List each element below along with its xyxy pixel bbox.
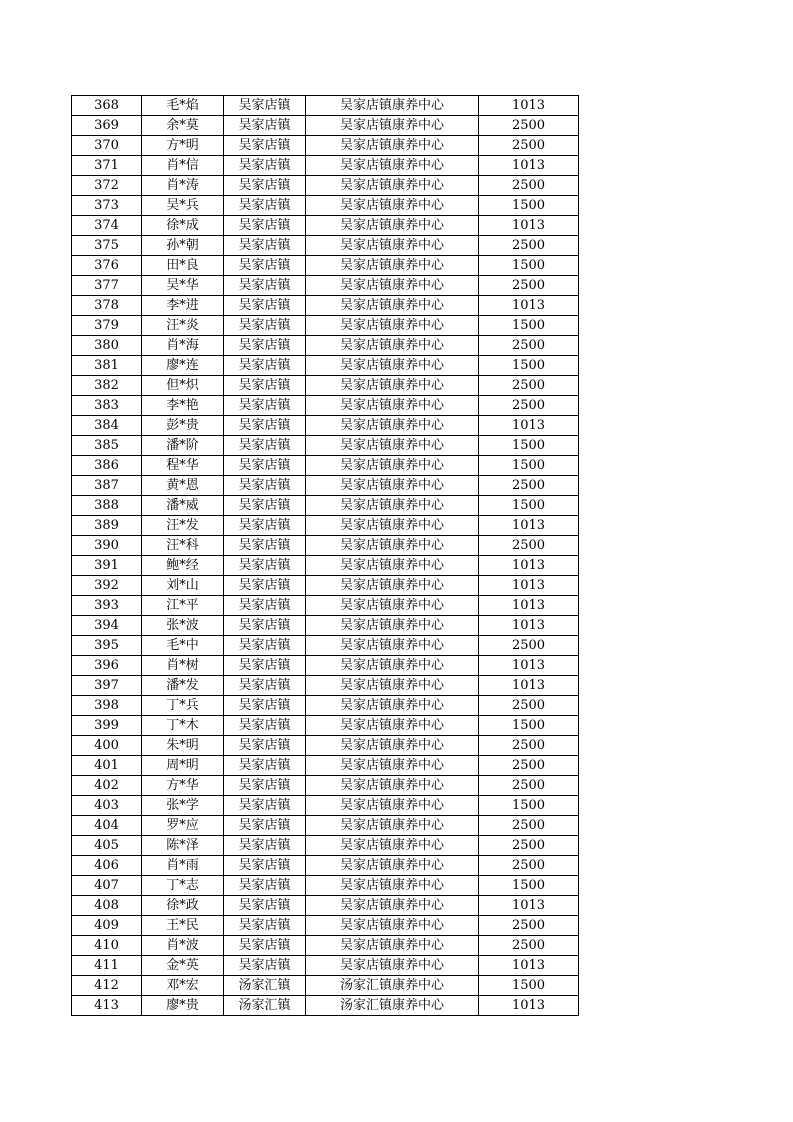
- town-cell: 吴家店镇: [224, 576, 306, 596]
- amount-cell: 1013: [479, 896, 579, 916]
- name-cell: 李*艳: [142, 396, 224, 416]
- name-cell: 彭*贵: [142, 416, 224, 436]
- center-cell: 吴家店镇康养中心: [306, 956, 479, 976]
- center-cell: 吴家店镇康养中心: [306, 656, 479, 676]
- amount-cell: 1500: [479, 356, 579, 376]
- name-cell: 江*平: [142, 596, 224, 616]
- row-number-cell: 373: [72, 196, 142, 216]
- amount-cell: 1013: [479, 216, 579, 236]
- name-cell: 金*英: [142, 956, 224, 976]
- center-cell: 吴家店镇康养中心: [306, 596, 479, 616]
- center-cell: 吴家店镇康养中心: [306, 316, 479, 336]
- center-cell: 吴家店镇康养中心: [306, 436, 479, 456]
- town-cell: 吴家店镇: [224, 216, 306, 236]
- amount-cell: 2500: [479, 776, 579, 796]
- name-cell: 吴*兵: [142, 196, 224, 216]
- center-cell: 吴家店镇康养中心: [306, 156, 479, 176]
- town-cell: 吴家店镇: [224, 596, 306, 616]
- town-cell: 吴家店镇: [224, 796, 306, 816]
- table-row: [72, 216, 579, 236]
- name-cell: 肖*树: [142, 656, 224, 676]
- row-number-cell: 395: [72, 636, 142, 656]
- row-number-cell: 386: [72, 456, 142, 476]
- amount-cell: 2500: [479, 936, 579, 956]
- row-number-cell: 374: [72, 216, 142, 236]
- town-cell: 吴家店镇: [224, 656, 306, 676]
- center-cell: 吴家店镇康养中心: [306, 536, 479, 556]
- amount-cell: 1500: [479, 876, 579, 896]
- name-cell: 李*进: [142, 296, 224, 316]
- center-cell: 吴家店镇康养中心: [306, 216, 479, 236]
- table-row: [72, 816, 579, 836]
- amount-cell: 2500: [479, 276, 579, 296]
- amount-cell: 1013: [479, 956, 579, 976]
- row-number-cell: 380: [72, 336, 142, 356]
- amount-cell: 2500: [479, 916, 579, 936]
- amount-cell: 2500: [479, 176, 579, 196]
- center-cell: 吴家店镇康养中心: [306, 776, 479, 796]
- row-number-cell: 403: [72, 796, 142, 816]
- center-cell: 吴家店镇康养中心: [306, 96, 479, 116]
- town-cell: 吴家店镇: [224, 816, 306, 836]
- row-number-cell: 372: [72, 176, 142, 196]
- table-row: [72, 476, 579, 496]
- table-row: [72, 396, 579, 416]
- row-number-cell: 369: [72, 116, 142, 136]
- name-cell: 方*华: [142, 776, 224, 796]
- town-cell: 吴家店镇: [224, 316, 306, 336]
- name-cell: 廖*连: [142, 356, 224, 376]
- table-row: [72, 636, 579, 656]
- amount-cell: 1013: [479, 516, 579, 536]
- table-row: [72, 596, 579, 616]
- table-row: [72, 336, 579, 356]
- name-cell: 张*波: [142, 616, 224, 636]
- amount-cell: 1013: [479, 156, 579, 176]
- town-cell: 吴家店镇: [224, 676, 306, 696]
- row-number-cell: 406: [72, 856, 142, 876]
- table-row: [72, 176, 579, 196]
- town-cell: 吴家店镇: [224, 176, 306, 196]
- table-row: [72, 196, 579, 216]
- center-cell: 吴家店镇康养中心: [306, 936, 479, 956]
- amount-cell: 2500: [479, 756, 579, 776]
- table-row: [72, 656, 579, 676]
- amount-cell: 2500: [479, 636, 579, 656]
- amount-cell: 1013: [479, 416, 579, 436]
- row-number-cell: 399: [72, 716, 142, 736]
- town-cell: 吴家店镇: [224, 356, 306, 376]
- table-row: [72, 416, 579, 436]
- row-number-cell: 383: [72, 396, 142, 416]
- town-cell: 吴家店镇: [224, 336, 306, 356]
- row-number-cell: 377: [72, 276, 142, 296]
- row-number-cell: 404: [72, 816, 142, 836]
- town-cell: 吴家店镇: [224, 256, 306, 276]
- name-cell: 汪*科: [142, 536, 224, 556]
- amount-cell: 1500: [479, 456, 579, 476]
- row-number-cell: 393: [72, 596, 142, 616]
- amount-cell: 2500: [479, 136, 579, 156]
- amount-cell: 2500: [479, 376, 579, 396]
- row-number-cell: 408: [72, 896, 142, 916]
- table-row: [72, 236, 579, 256]
- town-cell: 吴家店镇: [224, 936, 306, 956]
- town-cell: 吴家店镇: [224, 156, 306, 176]
- amount-cell: 2500: [479, 856, 579, 876]
- amount-cell: 1013: [479, 296, 579, 316]
- name-cell: 余*莫: [142, 116, 224, 136]
- center-cell: 吴家店镇康养中心: [306, 196, 479, 216]
- table-row: [72, 976, 579, 996]
- amount-cell: 2500: [479, 336, 579, 356]
- name-cell: 肖*波: [142, 936, 224, 956]
- town-cell: 吴家店镇: [224, 436, 306, 456]
- table-row: [72, 276, 579, 296]
- center-cell: 吴家店镇康养中心: [306, 456, 479, 476]
- amount-cell: 1500: [479, 976, 579, 996]
- amount-cell: 2500: [479, 696, 579, 716]
- table-row: [72, 616, 579, 636]
- row-number-cell: 398: [72, 696, 142, 716]
- town-cell: 吴家店镇: [224, 876, 306, 896]
- row-number-cell: 392: [72, 576, 142, 596]
- table-row: [72, 916, 579, 936]
- town-cell: 吴家店镇: [224, 196, 306, 216]
- row-number-cell: 411: [72, 956, 142, 976]
- amount-cell: 1013: [479, 576, 579, 596]
- row-number-cell: 407: [72, 876, 142, 896]
- table-row: [72, 876, 579, 896]
- center-cell: 吴家店镇康养中心: [306, 136, 479, 156]
- amount-cell: 1500: [479, 196, 579, 216]
- town-cell: 吴家店镇: [224, 96, 306, 116]
- row-number-cell: 375: [72, 236, 142, 256]
- amount-cell: 1013: [479, 656, 579, 676]
- amount-cell: 2500: [479, 816, 579, 836]
- row-number-cell: 376: [72, 256, 142, 276]
- row-number-cell: 401: [72, 756, 142, 776]
- table-row: [72, 896, 579, 916]
- amount-cell: 2500: [479, 116, 579, 136]
- name-cell: 鲍*经: [142, 556, 224, 576]
- name-cell: 肖*海: [142, 336, 224, 356]
- town-cell: 吴家店镇: [224, 776, 306, 796]
- name-cell: 黄*恩: [142, 476, 224, 496]
- name-cell: 丁*兵: [142, 696, 224, 716]
- table-row: [72, 516, 579, 536]
- center-cell: 吴家店镇康养中心: [306, 416, 479, 436]
- table-row: [72, 676, 579, 696]
- center-cell: 吴家店镇康养中心: [306, 896, 479, 916]
- center-cell: 吴家店镇康养中心: [306, 276, 479, 296]
- center-cell: 吴家店镇康养中心: [306, 736, 479, 756]
- row-number-cell: 412: [72, 976, 142, 996]
- table-row: [72, 356, 579, 376]
- name-cell: 吴*华: [142, 276, 224, 296]
- center-cell: 吴家店镇康养中心: [306, 696, 479, 716]
- center-cell: 吴家店镇康养中心: [306, 836, 479, 856]
- name-cell: 张*学: [142, 796, 224, 816]
- row-number-cell: 391: [72, 556, 142, 576]
- center-cell: 吴家店镇康养中心: [306, 716, 479, 736]
- amount-cell: 1500: [479, 316, 579, 336]
- name-cell: 孙*朝: [142, 236, 224, 256]
- town-cell: 吴家店镇: [224, 956, 306, 976]
- table-row: [72, 296, 579, 316]
- name-cell: 肖*信: [142, 156, 224, 176]
- town-cell: 吴家店镇: [224, 456, 306, 476]
- center-cell: 吴家店镇康养中心: [306, 516, 479, 536]
- table-row: [72, 576, 579, 596]
- center-cell: 吴家店镇康养中心: [306, 496, 479, 516]
- center-cell: 吴家店镇康养中心: [306, 396, 479, 416]
- table-row: [72, 756, 579, 776]
- row-number-cell: 387: [72, 476, 142, 496]
- town-cell: 吴家店镇: [224, 696, 306, 716]
- amount-cell: 2500: [479, 836, 579, 856]
- table-row: [72, 376, 579, 396]
- name-cell: 周*明: [142, 756, 224, 776]
- table-row: [72, 696, 579, 716]
- center-cell: 吴家店镇康养中心: [306, 116, 479, 136]
- amount-cell: 1013: [479, 996, 579, 1016]
- table-row: [72, 156, 579, 176]
- town-cell: 吴家店镇: [224, 556, 306, 576]
- center-cell: 吴家店镇康养中心: [306, 616, 479, 636]
- amount-cell: 2500: [479, 396, 579, 416]
- table-row: [72, 836, 579, 856]
- center-cell: 吴家店镇康养中心: [306, 676, 479, 696]
- center-cell: 吴家店镇康养中心: [306, 556, 479, 576]
- row-number-cell: 410: [72, 936, 142, 956]
- amount-cell: 1013: [479, 596, 579, 616]
- amount-cell: 1500: [479, 256, 579, 276]
- town-cell: 吴家店镇: [224, 416, 306, 436]
- name-cell: 邓*宏: [142, 976, 224, 996]
- table-row: [72, 956, 579, 976]
- table-row: [72, 776, 579, 796]
- name-cell: 徐*政: [142, 896, 224, 916]
- amount-cell: 1500: [479, 796, 579, 816]
- name-cell: 田*良: [142, 256, 224, 276]
- name-cell: 汪*炎: [142, 316, 224, 336]
- name-cell: 潘*发: [142, 676, 224, 696]
- name-cell: 潘*威: [142, 496, 224, 516]
- row-number-cell: 389: [72, 516, 142, 536]
- name-cell: 汪*发: [142, 516, 224, 536]
- amount-cell: 1013: [479, 96, 579, 116]
- row-number-cell: 396: [72, 656, 142, 676]
- center-cell: 吴家店镇康养中心: [306, 296, 479, 316]
- row-number-cell: 379: [72, 316, 142, 336]
- row-number-cell: 400: [72, 736, 142, 756]
- town-cell: 吴家店镇: [224, 756, 306, 776]
- center-cell: 汤家汇镇康养中心: [306, 976, 479, 996]
- center-cell: 吴家店镇康养中心: [306, 876, 479, 896]
- name-cell: 陈*泽: [142, 836, 224, 856]
- center-cell: 吴家店镇康养中心: [306, 916, 479, 936]
- name-cell: 徐*成: [142, 216, 224, 236]
- row-number-cell: 394: [72, 616, 142, 636]
- name-cell: 罗*应: [142, 816, 224, 836]
- row-number-cell: 370: [72, 136, 142, 156]
- row-number-cell: 413: [72, 996, 142, 1016]
- town-cell: 汤家汇镇: [224, 996, 306, 1016]
- name-cell: 潘*阶: [142, 436, 224, 456]
- name-cell: 肖*雨: [142, 856, 224, 876]
- table-row: [72, 716, 579, 736]
- amount-cell: 2500: [479, 736, 579, 756]
- name-cell: 但*炽: [142, 376, 224, 396]
- town-cell: 吴家店镇: [224, 376, 306, 396]
- records-table-body: [72, 96, 579, 1016]
- town-cell: 吴家店镇: [224, 896, 306, 916]
- name-cell: 廖*贵: [142, 996, 224, 1016]
- center-cell: 吴家店镇康养中心: [306, 376, 479, 396]
- row-number-cell: 368: [72, 96, 142, 116]
- town-cell: 吴家店镇: [224, 516, 306, 536]
- name-cell: 肖*涛: [142, 176, 224, 196]
- center-cell: 吴家店镇康养中心: [306, 476, 479, 496]
- name-cell: 丁*志: [142, 876, 224, 896]
- row-number-cell: 382: [72, 376, 142, 396]
- center-cell: 吴家店镇康养中心: [306, 796, 479, 816]
- town-cell: 吴家店镇: [224, 136, 306, 156]
- amount-cell: 1013: [479, 616, 579, 636]
- amount-cell: 1500: [479, 436, 579, 456]
- town-cell: 吴家店镇: [224, 636, 306, 656]
- table-row: [72, 996, 579, 1016]
- town-cell: 吴家店镇: [224, 496, 306, 516]
- center-cell: 吴家店镇康养中心: [306, 236, 479, 256]
- table-row: [72, 496, 579, 516]
- table-row: [72, 796, 579, 816]
- center-cell: 吴家店镇康养中心: [306, 336, 479, 356]
- table-row: [72, 856, 579, 876]
- table-row: [72, 256, 579, 276]
- name-cell: 丁*木: [142, 716, 224, 736]
- row-number-cell: 384: [72, 416, 142, 436]
- amount-cell: 1013: [479, 676, 579, 696]
- name-cell: 毛*中: [142, 636, 224, 656]
- row-number-cell: 402: [72, 776, 142, 796]
- name-cell: 毛*焰: [142, 96, 224, 116]
- name-cell: 程*华: [142, 456, 224, 476]
- table-row: [72, 96, 579, 116]
- name-cell: 方*明: [142, 136, 224, 156]
- records-table: [71, 95, 579, 1016]
- table-row: [72, 116, 579, 136]
- row-number-cell: 385: [72, 436, 142, 456]
- amount-cell: 1500: [479, 496, 579, 516]
- town-cell: 吴家店镇: [224, 476, 306, 496]
- center-cell: 吴家店镇康养中心: [306, 816, 479, 836]
- name-cell: 王*民: [142, 916, 224, 936]
- center-cell: 吴家店镇康养中心: [306, 756, 479, 776]
- row-number-cell: 381: [72, 356, 142, 376]
- table-row: [72, 556, 579, 576]
- town-cell: 汤家汇镇: [224, 976, 306, 996]
- town-cell: 吴家店镇: [224, 116, 306, 136]
- town-cell: 吴家店镇: [224, 916, 306, 936]
- amount-cell: 1013: [479, 556, 579, 576]
- town-cell: 吴家店镇: [224, 856, 306, 876]
- table-row: [72, 736, 579, 756]
- amount-cell: 2500: [479, 236, 579, 256]
- row-number-cell: 397: [72, 676, 142, 696]
- row-number-cell: 405: [72, 836, 142, 856]
- table-row: [72, 136, 579, 156]
- town-cell: 吴家店镇: [224, 736, 306, 756]
- row-number-cell: 371: [72, 156, 142, 176]
- town-cell: 吴家店镇: [224, 836, 306, 856]
- table-row: [72, 936, 579, 956]
- row-number-cell: 378: [72, 296, 142, 316]
- row-number-cell: 388: [72, 496, 142, 516]
- name-cell: 朱*明: [142, 736, 224, 756]
- table-row: [72, 536, 579, 556]
- amount-cell: 2500: [479, 476, 579, 496]
- town-cell: 吴家店镇: [224, 296, 306, 316]
- table-row: [72, 456, 579, 476]
- town-cell: 吴家店镇: [224, 616, 306, 636]
- center-cell: 吴家店镇康养中心: [306, 576, 479, 596]
- town-cell: 吴家店镇: [224, 236, 306, 256]
- center-cell: 吴家店镇康养中心: [306, 256, 479, 276]
- center-cell: 吴家店镇康养中心: [306, 636, 479, 656]
- center-cell: 吴家店镇康养中心: [306, 356, 479, 376]
- town-cell: 吴家店镇: [224, 716, 306, 736]
- name-cell: 刘*山: [142, 576, 224, 596]
- center-cell: 吴家店镇康养中心: [306, 176, 479, 196]
- town-cell: 吴家店镇: [224, 536, 306, 556]
- row-number-cell: 409: [72, 916, 142, 936]
- center-cell: 汤家汇镇康养中心: [306, 996, 479, 1016]
- amount-cell: 2500: [479, 536, 579, 556]
- amount-cell: 1500: [479, 716, 579, 736]
- table-row: [72, 316, 579, 336]
- row-number-cell: 390: [72, 536, 142, 556]
- center-cell: 吴家店镇康养中心: [306, 856, 479, 876]
- town-cell: 吴家店镇: [224, 276, 306, 296]
- table-row: [72, 436, 579, 456]
- town-cell: 吴家店镇: [224, 396, 306, 416]
